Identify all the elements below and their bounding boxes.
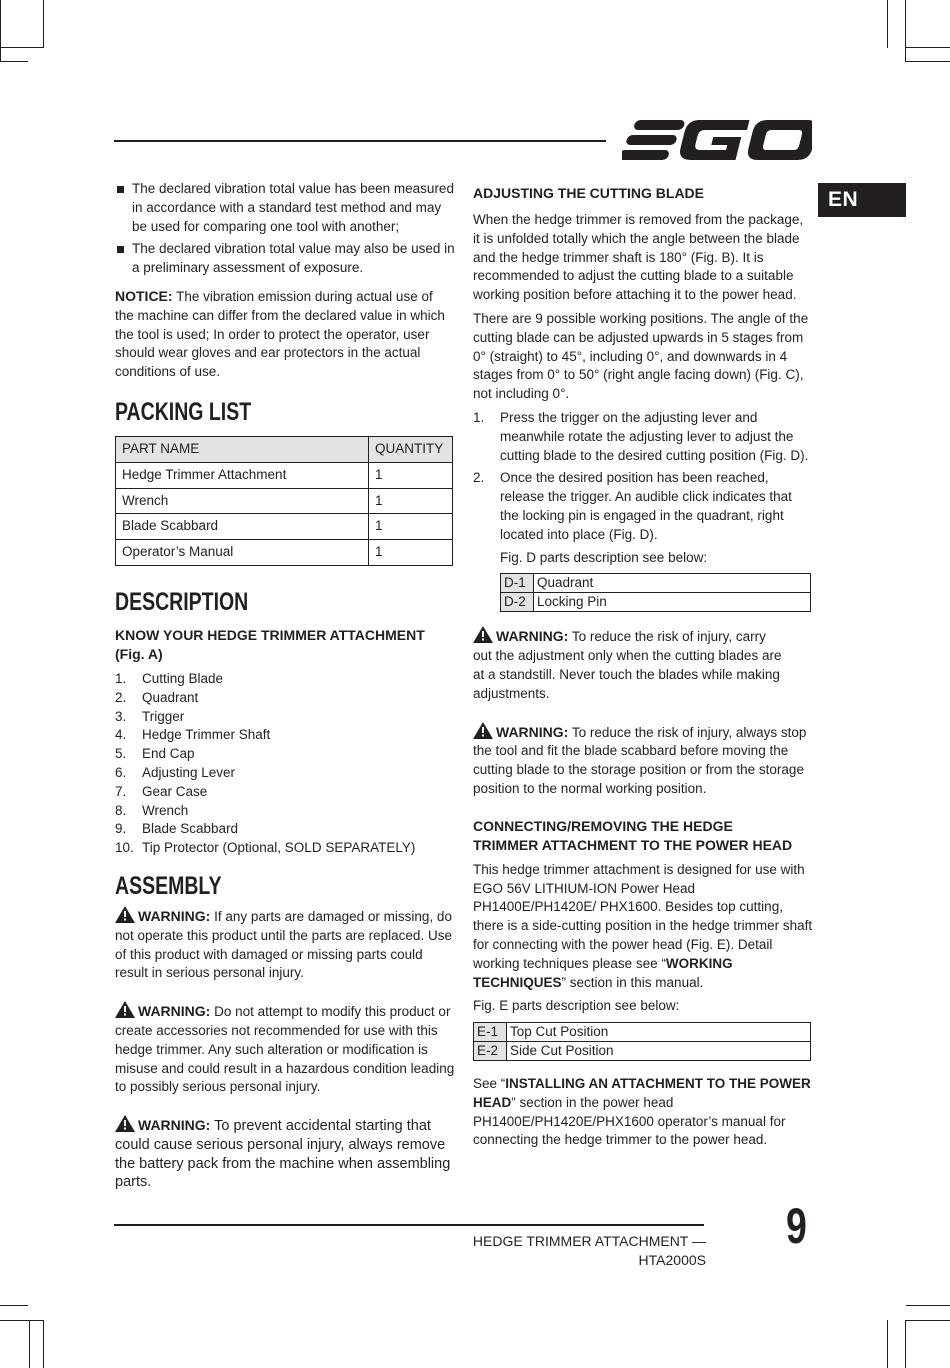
table-header-quantity: QUANTITY [369, 436, 453, 462]
list-item [115, 820, 455, 839]
warning-paragraph [115, 906, 455, 983]
warning-label: WARNING: [138, 1003, 211, 1020]
fig-d-table [500, 573, 811, 612]
paragraph-bold-text: WORKING TECHNIQUES [473, 955, 733, 990]
table-header-part: PART NAME [116, 436, 369, 462]
table-row [116, 462, 453, 488]
adjusting-steps [473, 409, 813, 545]
item-number: 9. [115, 821, 127, 837]
table-cell: Operator’s Manual [116, 540, 369, 566]
crop-mark [43, 0, 44, 48]
item-number: 5. [115, 746, 127, 762]
crop-mark [0, 1320, 44, 1321]
header-rule [114, 140, 606, 142]
item-text: Cutting Blade [142, 670, 224, 686]
footer-rule [114, 1224, 704, 1226]
table-row [116, 540, 453, 566]
fig-e-table [473, 1022, 811, 1061]
warning-icon [115, 1115, 135, 1132]
description-subtitle: KNOW YOUR HEDGE TRIMMER ATTACHMENT (Fig. A) [115, 626, 425, 662]
table-cell: E-2 [474, 1042, 507, 1061]
step-number: 1. [473, 409, 485, 425]
table-cell: Locking Pin [534, 593, 811, 612]
warning-text: To reduce the risk of injury, carry out the adjustment only when the cutting blades are at a standstill. Never touch the blades while making adjustments. [473, 629, 782, 701]
adjusting-heading: ADJUSTING THE CUTTING BLADE [473, 185, 704, 201]
table-cell: Top Cut Position [507, 1023, 811, 1042]
item-text: Blade Scabbard [142, 821, 239, 837]
list-item [473, 409, 813, 465]
item-text: Hedge Trimmer Shaft [142, 727, 271, 743]
step-text: Once the desired position has been reached, release the trigger. An audible click indicates that the locking pin is engaged in the quadrant, right located into place (Fig. D). [500, 470, 792, 542]
connecting-paragraph-2 [473, 1075, 813, 1150]
list-item [115, 802, 455, 821]
notice-paragraph [115, 287, 455, 382]
paragraph-text: See “ [473, 1076, 506, 1092]
table-row [116, 488, 453, 514]
list-item [115, 708, 455, 727]
warning-icon [473, 722, 493, 739]
item-text: Quadrant [142, 689, 199, 705]
table-cell: D-2 [501, 593, 534, 612]
item-number: 10. [115, 840, 134, 856]
warning-icon [115, 906, 135, 923]
list-item [115, 745, 455, 764]
parts-list [115, 670, 455, 858]
table-cell: 1 [369, 540, 453, 566]
table-cell: 1 [369, 514, 453, 540]
item-text: End Cap [142, 746, 195, 762]
ego-logo [622, 118, 812, 162]
fig-e-intro: Fig. E parts description see below: [473, 998, 680, 1014]
list-item [115, 689, 455, 708]
crop-mark [43, 1320, 44, 1368]
crop-mark [906, 1305, 950, 1306]
table-cell: Blade Scabbard [116, 514, 369, 540]
item-number: 3. [115, 708, 127, 724]
warning-icon [115, 1001, 135, 1018]
list-item [115, 783, 455, 802]
table-cell: Quadrant [534, 574, 811, 593]
warning-text: If any parts are damaged or missing, do not operate this product until the parts are replaced. Use of this product with damaged or missing parts could result in serious personal injury. [115, 908, 452, 981]
crop-mark [887, 0, 888, 48]
warning-paragraph [473, 626, 813, 703]
description-heading: DESCRIPTION [115, 587, 249, 616]
warning-text: To prevent accidental starting that could cause serious personal injury, always remove the battery pack from the machine when assembling parts. [115, 1118, 451, 1191]
packing-list-table [115, 436, 453, 566]
paragraph-text: This hedge trimmer attachment is designed for use with EGO 56V LITHIUM-ION Power Head PH1400E/PH1420E/ PHX1600. Besides top cutting, there is a side-cutting position in the hedge trimmer shaft for connecting with the power head (Fig. E). Detail working techniques please see “ [473, 861, 813, 971]
item-text: Trigger [142, 708, 185, 724]
crop-mark [905, 1320, 906, 1368]
connecting-heading: CONNECTING/REMOVING THE HEDGE TRIMMER ATTACHMENT TO THE POWER HEAD [473, 817, 793, 853]
bullet-item: The declared vibration total value may also be used in a preliminary assessment of exposure. [115, 240, 455, 278]
fig-d-intro: Fig. D parts description see below: [500, 549, 708, 565]
table-row [116, 514, 453, 540]
crop-mark [29, 1320, 30, 1368]
crop-mark [0, 61, 28, 62]
notice-label: NOTICE: [115, 287, 173, 304]
list-item [115, 726, 455, 745]
notice-text: The vibration emission during actual use of the machine can differ from the declared value in which the tool is used; In order to protect the operator, user should wear gloves and ear protectors in the actual conditions of use. [115, 288, 445, 380]
list-item [115, 670, 455, 689]
warning-text: Do not attempt to modify this product or create accessories not recommended for use with this hedge trimmer. Any such alteration or modification is misuse and could result in a hazardous condition leading to possibly serious personal injury. [115, 1004, 455, 1095]
table-cell: 1 [369, 462, 453, 488]
warning-paragraph [115, 1001, 455, 1097]
item-number: 8. [115, 802, 127, 818]
connecting-paragraph-1 [473, 861, 813, 993]
table-row [501, 574, 811, 593]
table-row [474, 1042, 811, 1061]
crop-mark [905, 0, 906, 62]
crop-mark [887, 1320, 888, 1368]
table-cell: Side Cut Position [507, 1042, 811, 1061]
item-text: Tip Protector (Optional, SOLD SEPARATELY) [142, 840, 416, 856]
table-cell: Hedge Trimmer Attachment [116, 462, 369, 488]
warning-label: WARNING: [496, 723, 569, 740]
item-text: Adjusting Lever [142, 764, 236, 780]
page-number: 9 [786, 1198, 807, 1254]
step-text: Press the trigger on the adjusting lever and meanwhile rotate the adjusting lever to adjust the cutting blade to the desired cutting position (Fig. D). [500, 409, 809, 463]
list-item [115, 839, 455, 858]
item-number: 2. [115, 689, 127, 705]
crop-mark [0, 47, 44, 48]
item-text: Gear Case [142, 783, 208, 799]
warning-paragraph [473, 722, 813, 799]
paragraph-text: ” section in this manual. [561, 974, 704, 990]
crop-mark [0, 0, 1, 62]
language-tab: EN [818, 183, 906, 217]
crop-mark [906, 61, 950, 62]
adjusting-paragraph-1: When the hedge trimmer is removed from the package, it is unfolded totally which the angle between the blade and the hedge trimmer shaft is 180° (Fig. B). It is recommended to adjust the cutting blade to a suitable working position before attaching it to the power head. [473, 212, 804, 303]
warning-label: WARNING: [138, 1117, 211, 1134]
warning-text: To reduce the risk of injury, always stop the tool and fit the blade scabbard before moving the cutting blade to the storage position or from the storage position to the normal working position. [473, 724, 807, 796]
warning-paragraph [115, 1115, 455, 1192]
bullet-item: The declared vibration total value has been measured in accordance with a standard test method and may be used for comparing one tool with another; [115, 180, 455, 236]
item-number: 4. [115, 727, 127, 743]
left-column [115, 180, 455, 1210]
crop-mark [0, 1305, 28, 1306]
item-number: 1. [115, 670, 127, 686]
right-column [473, 180, 813, 1155]
adjusting-paragraph-2: There are 9 possible working positions. The angle of the cutting blade can be adjusted upwards in 5 stages from 0° (straight) to 45°, including 0°, and downwards in 4 stages from 0° to 50° (right angle facing down) (Fig. C), not including 0°. [473, 310, 809, 402]
packing-list-heading: PACKING LIST [115, 397, 252, 426]
table-row [501, 593, 811, 612]
item-number: 6. [115, 764, 127, 780]
table-cell: D-1 [501, 574, 534, 593]
table-header-row [116, 436, 453, 462]
crop-mark [906, 1320, 950, 1321]
list-item [473, 469, 813, 544]
warning-icon [473, 626, 493, 643]
assembly-heading: ASSEMBLY [115, 871, 222, 900]
paragraph-text: ” section in the power head PH1400E/PH1420E/PHX1600 operator’s manual for connecting the hedge trimmer to the power head. [473, 1094, 786, 1148]
vibration-bullets [115, 180, 455, 278]
warning-label: WARNING: [496, 628, 569, 645]
table-row [474, 1023, 811, 1042]
crop-mark [906, 47, 950, 48]
step-number: 2. [473, 470, 485, 486]
table-cell: E-1 [474, 1023, 507, 1042]
paragraph-bold-text: INSTALLING AN ATTACHMENT TO THE POWER HEAD [473, 1076, 811, 1110]
warning-label: WARNING: [138, 907, 211, 924]
list-item [115, 764, 455, 783]
table-cell: 1 [369, 488, 453, 514]
item-number: 7. [115, 783, 127, 799]
table-cell: Wrench [116, 488, 369, 514]
footer-title: HEDGE TRIMMER ATTACHMENT — HTA2000S [472, 1233, 706, 1268]
item-text: Wrench [142, 802, 189, 818]
